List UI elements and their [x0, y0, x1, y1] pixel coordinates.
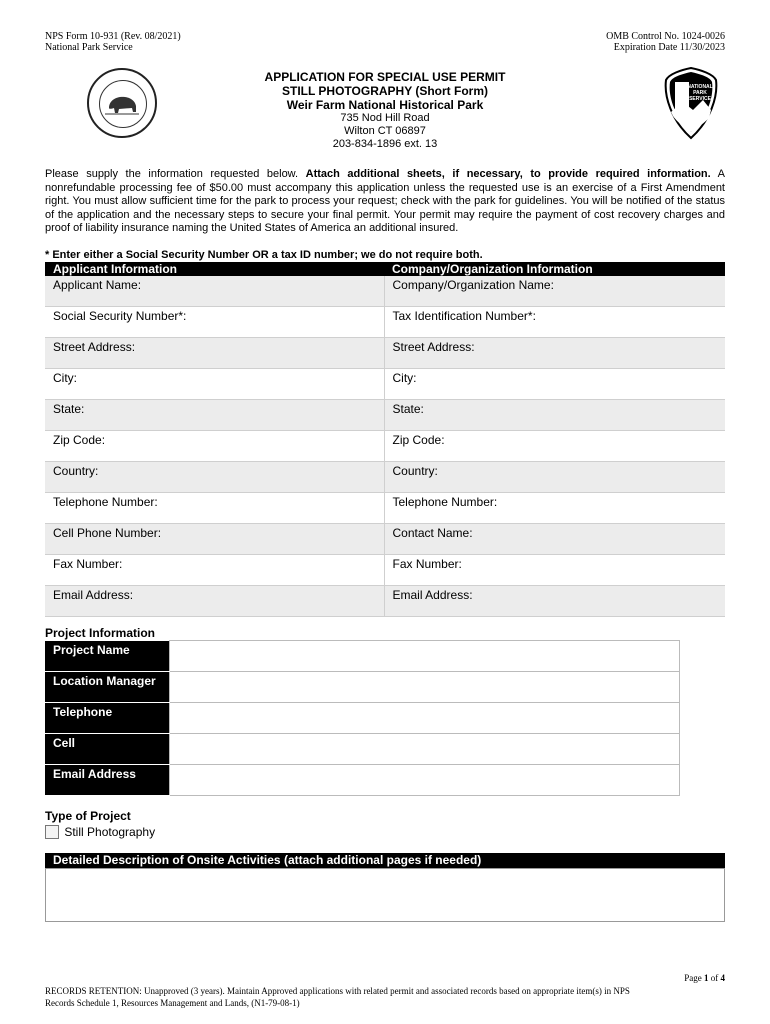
park-name: Weir Farm National Historical Park — [286, 98, 484, 112]
still-photography-checkbox[interactable] — [45, 825, 59, 839]
applicant-info-header: Applicant Information — [45, 262, 384, 276]
project-telephone-label: Telephone — [45, 703, 170, 734]
records-retention-line1: RECORDS RETENTION: Unapproved (3 years). Maintain Approved applications with related permit and associated records based on appropriate item(s) in NPS — [45, 986, 630, 996]
description-header: Detailed Description of Onsite Activities (attach additional pages if needed) — [45, 853, 725, 868]
company-email-field[interactable]: Email Address: — [384, 586, 725, 617]
form-number: NPS Form 10-931 (Rev. 08/2021) — [45, 31, 181, 42]
project-info-title: Project Information — [45, 626, 156, 640]
company-contact-field[interactable]: Contact Name: — [384, 524, 725, 555]
location-manager-label: Location Manager — [45, 672, 170, 703]
applicant-email-field[interactable]: Email Address: — [45, 586, 384, 617]
ssn-note: * Enter either a Social Security Number OR a tax ID number; we do not require both. — [45, 249, 483, 261]
type-of-project-title: Type of Project — [45, 809, 131, 823]
applicant-telephone-field[interactable]: Telephone Number: — [45, 493, 384, 524]
project-telephone-input[interactable] — [170, 703, 680, 734]
project-email-label: Email Address — [45, 765, 170, 796]
page-prefix: Page — [684, 973, 704, 983]
applicant-state-field[interactable]: State: — [45, 400, 384, 431]
company-zip-field[interactable]: Zip Code: — [384, 431, 725, 462]
still-photography-option[interactable] — [45, 824, 155, 839]
project-cell-input[interactable] — [170, 734, 680, 765]
title-block — [185, 70, 585, 151]
form-subtitle: STILL PHOTOGRAPHY (Short Form) — [281, 84, 488, 98]
intro-text-2: A nonrefundable processing fee of $50.00 must accompany this application unless the requested use is an exercise of a First Amendment right. You must allow sufficient time for the park to process your request; check with the park for guidelines. You will be notified of the status of the application and the necessary steps to secure your final permit. Your permit may require the payment of cost recovery charges and proof of liability insurance naming the United States of America an additional insured. — [45, 168, 725, 234]
page-of: of — [708, 973, 721, 983]
records-retention — [45, 985, 735, 1009]
intro-paragraph — [45, 168, 725, 236]
company-street-field[interactable]: Street Address: — [384, 338, 725, 369]
project-table — [45, 640, 680, 796]
applicant-cell-field[interactable]: Cell Phone Number: — [45, 524, 384, 555]
nps-logo-text-3: SERVICE — [689, 96, 711, 102]
agency-name: National Park Service — [45, 42, 133, 53]
company-name-field[interactable]: Company/Organization Name: — [384, 276, 725, 307]
still-photography-label: Still Photography — [64, 824, 156, 839]
company-info-header: Company/Organization Information — [384, 262, 725, 276]
nps-logo-text-1: NATIONAL — [687, 84, 713, 90]
company-telephone-field[interactable]: Telephone Number: — [384, 493, 725, 524]
applicant-street-field[interactable]: Street Address: — [45, 338, 384, 369]
omb-control: OMB Control No. 1024-0026 — [606, 31, 725, 42]
applicant-table — [45, 262, 725, 617]
bison-icon — [89, 70, 155, 136]
page-total: 4 — [720, 973, 725, 983]
form-title: APPLICATION FOR SPECIAL USE PERMIT — [264, 70, 506, 84]
company-city-field[interactable]: City: — [384, 369, 725, 400]
tax-id-field[interactable]: Tax Identification Number*: — [384, 307, 725, 338]
project-name-input[interactable] — [170, 641, 680, 672]
applicant-name-field[interactable]: Applicant Name: — [45, 276, 384, 307]
intro-text-1: Please supply the information requested below. — [45, 168, 306, 180]
company-state-field[interactable]: State: — [384, 400, 725, 431]
page-number — [684, 973, 725, 983]
applicant-country-field[interactable]: Country: — [45, 462, 384, 493]
project-name-label: Project Name — [45, 641, 170, 672]
ssn-field[interactable]: Social Security Number*: — [45, 307, 384, 338]
applicant-city-field[interactable]: City: — [45, 369, 384, 400]
doi-seal-logo — [87, 68, 157, 138]
page-current: 1 — [704, 973, 709, 983]
company-country-field[interactable]: Country: — [384, 462, 725, 493]
expiration-date: Expiration Date 11/30/2023 — [613, 42, 725, 53]
applicant-zip-field[interactable]: Zip Code: — [45, 431, 384, 462]
park-street: 735 Nod Hill Road — [340, 112, 430, 124]
company-fax-field[interactable]: Fax Number: — [384, 555, 725, 586]
applicant-fax-field[interactable]: Fax Number: — [45, 555, 384, 586]
project-email-input[interactable] — [170, 765, 680, 796]
park-city: Wilton CT 06897 — [344, 125, 426, 137]
nps-logo-text-2: PARK — [693, 90, 707, 96]
description-input[interactable] — [45, 868, 725, 922]
records-retention-line2: Records Schedule 1, Resources Management and Lands, (N1-79-08-1) — [45, 998, 300, 1008]
project-cell-label: Cell — [45, 734, 170, 765]
nps-arrowhead-logo — [663, 66, 719, 140]
location-manager-input[interactable] — [170, 672, 680, 703]
intro-bold-text: Attach additional sheets, if necessary, to provide required information. — [305, 168, 711, 180]
description-section — [45, 853, 725, 922]
park-phone: 203-834-1896 ext. 13 — [332, 138, 438, 150]
